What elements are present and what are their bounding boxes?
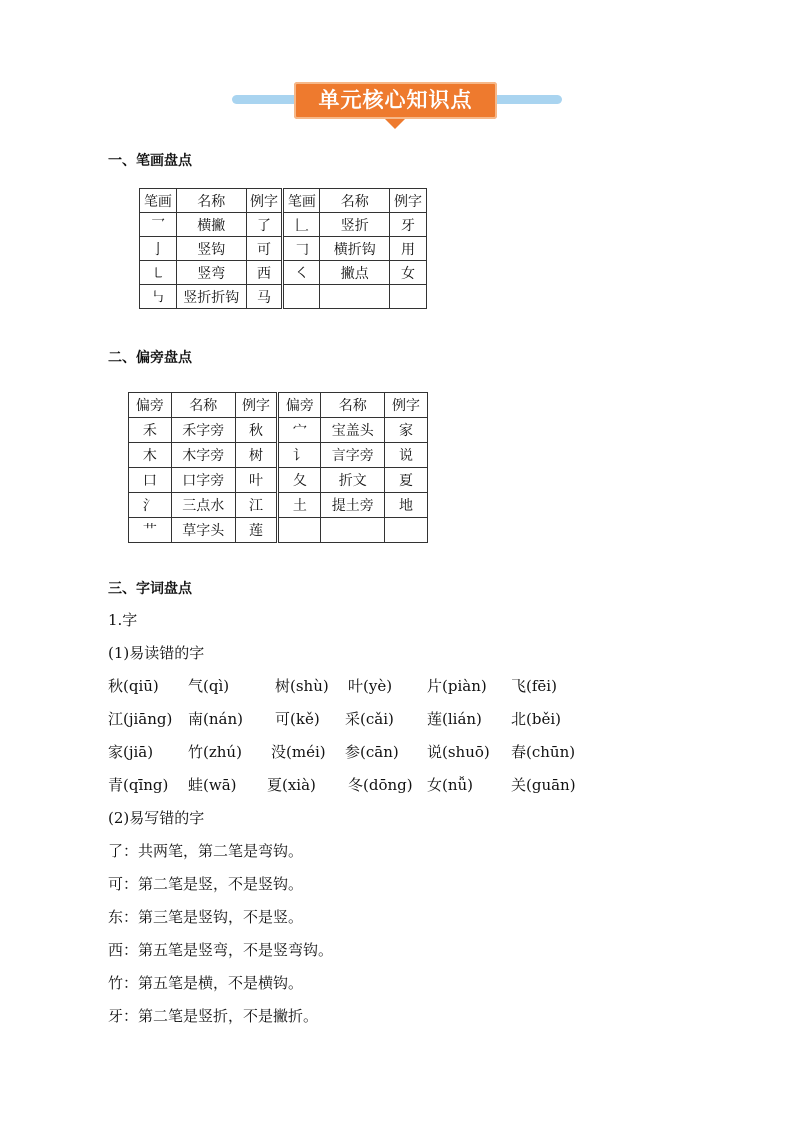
pinyin-row [108,675,608,697]
table-cell: 可 [246,237,283,261]
table-cell: 撇点 [320,261,390,285]
table-cell: 亅 [140,237,177,261]
table-cell [320,285,390,309]
table-cell [321,518,385,543]
pinyin-item: 冬(dōng) [348,776,413,794]
pinyin-item: 片(piàn) [427,677,487,695]
table-cell: 说 [385,443,428,468]
table-cell: 女 [390,261,427,285]
header-cell: 名称 [321,393,385,418]
pinyin-item: 采(cǎi) [345,710,394,728]
table-cell: 叶 [235,468,278,493]
table-cell: 西 [246,261,283,285]
pinyin-item: 南(nán) [188,710,243,728]
header-cell: 名称 [320,189,390,213]
section-banner [232,82,562,132]
table-cell: ㇉ [140,285,177,309]
header-cell: 例字 [235,393,278,418]
table-cell: 竖弯 [176,261,246,285]
note-line: 西：第五笔是竖弯，不是竖弯钩。 [108,941,334,959]
subheading-miswritten: (2)易写错的字 [108,809,205,827]
note-line: 牙：第二笔是竖折，不是撇折。 [108,1007,319,1025]
header-cell: 偏旁 [278,393,321,418]
header-cell: 名称 [176,189,246,213]
header-cell: 例字 [246,189,283,213]
header-cell: 笔画 [283,189,320,213]
pinyin-item: 青(qīng) [108,776,169,794]
table-cell: 讠 [278,443,321,468]
table-cell: 提土旁 [321,493,385,518]
note-line: 竹：第五笔是横，不是横钩。 [108,974,304,992]
table-cell: 𠃌 [283,237,320,261]
section1-heading: 一、笔画盘点 [108,153,192,169]
table-cell: 木 [129,443,172,468]
note-line: 了：共两笔，第二笔是弯钩。 [108,842,304,860]
header-cell: 笔画 [140,189,177,213]
table-cell [390,285,427,309]
section3-heading: 三、字词盘点 [108,581,192,597]
table-row [140,189,427,213]
pinyin-item: 参(cān) [345,743,399,761]
table-row [129,418,428,443]
table-cell: 地 [385,493,428,518]
section2-heading: 二、偏旁盘点 [108,350,192,366]
pinyin-item: 夏(xià) [267,776,316,794]
table-cell: 横撇 [176,213,246,237]
table-row [129,393,428,418]
table-row [129,493,428,518]
table-cell: 禾字旁 [171,418,235,443]
pinyin-item: 家(jiā) [108,743,154,761]
pinyin-row [108,708,608,730]
table-row [129,443,428,468]
table-cell: 夏 [385,468,428,493]
pinyin-item: 飞(fēi) [511,677,557,695]
stroke-table [139,188,427,309]
table-cell: 了 [246,213,283,237]
table-cell [278,518,321,543]
table-cell: 𠃊 [283,213,320,237]
table-row [140,261,427,285]
table-row [140,213,427,237]
table-row [129,468,428,493]
table-cell: 莲 [235,518,278,543]
table-cell: 乛 [140,213,177,237]
pinyin-item: 蛙(wā) [188,776,237,794]
header-cell: 偏旁 [129,393,172,418]
banner-title: 单元核心知识点 [318,88,473,112]
table-cell: 竖折折钩 [176,285,246,309]
pinyin-item: 关(guān) [511,776,576,794]
pinyin-item: 秋(qiū) [108,677,159,695]
table-cell: 横折钩 [320,237,390,261]
table-cell [385,518,428,543]
note-line: 东：第三笔是竖钩，不是竖。 [108,908,304,926]
table-cell: 三点水 [171,493,235,518]
table-cell: ㇛ [283,261,320,285]
header-cell: 例字 [390,189,427,213]
table-row [129,518,428,543]
table-row [140,285,427,309]
banner-pointer [385,119,405,129]
table-cell: 江 [235,493,278,518]
pinyin-item: 莲(lián) [427,710,482,728]
note-line: 可：第二笔是竖，不是竖钩。 [108,875,304,893]
pinyin-item: 气(qì) [188,677,230,695]
table-cell: 宀 [278,418,321,443]
header-cell: 名称 [171,393,235,418]
table-cell: 宝盖头 [321,418,385,443]
table-cell: 口字旁 [171,468,235,493]
table-cell: 家 [385,418,428,443]
pinyin-row [108,774,608,796]
pinyin-item: 没(méi) [271,743,326,761]
pinyin-item: 叶(yè) [348,677,393,695]
table-cell: 秋 [235,418,278,443]
subheading-misread: (1)易读错的字 [108,644,205,662]
table-cell: 折文 [321,468,385,493]
table-cell: 马 [246,285,283,309]
table-cell: 禾 [129,418,172,443]
pinyin-item: 江(jiāng) [108,710,173,728]
subheading-characters: 1.字 [108,611,138,629]
table-row [140,237,427,261]
table-cell: 艹 [129,518,172,543]
table-cell: 言字旁 [321,443,385,468]
table-cell: 树 [235,443,278,468]
header-cell: 例字 [385,393,428,418]
table-cell: 竖折 [320,213,390,237]
pinyin-item: 竹(zhú) [188,743,242,761]
table-cell: 草字头 [171,518,235,543]
table-cell: 牙 [390,213,427,237]
table-cell: 氵 [129,493,172,518]
table-cell: 土 [278,493,321,518]
pinyin-item: 春(chūn) [511,743,576,761]
pinyin-item: 可(kě) [275,710,320,728]
table-cell: 木字旁 [171,443,235,468]
table-cell: 竖钩 [176,237,246,261]
pinyin-item: 说(shuō) [427,743,490,761]
table-cell: 口 [129,468,172,493]
table-cell: ㇄ [140,261,177,285]
table-cell: 夂 [278,468,321,493]
radical-table [128,392,428,543]
pinyin-item: 北(běi) [511,710,561,728]
pinyin-row [108,741,608,763]
pinyin-item: 树(shù) [275,677,329,695]
table-cell [283,285,320,309]
table-cell: 用 [390,237,427,261]
pinyin-item: 女(nǚ) [427,776,474,794]
